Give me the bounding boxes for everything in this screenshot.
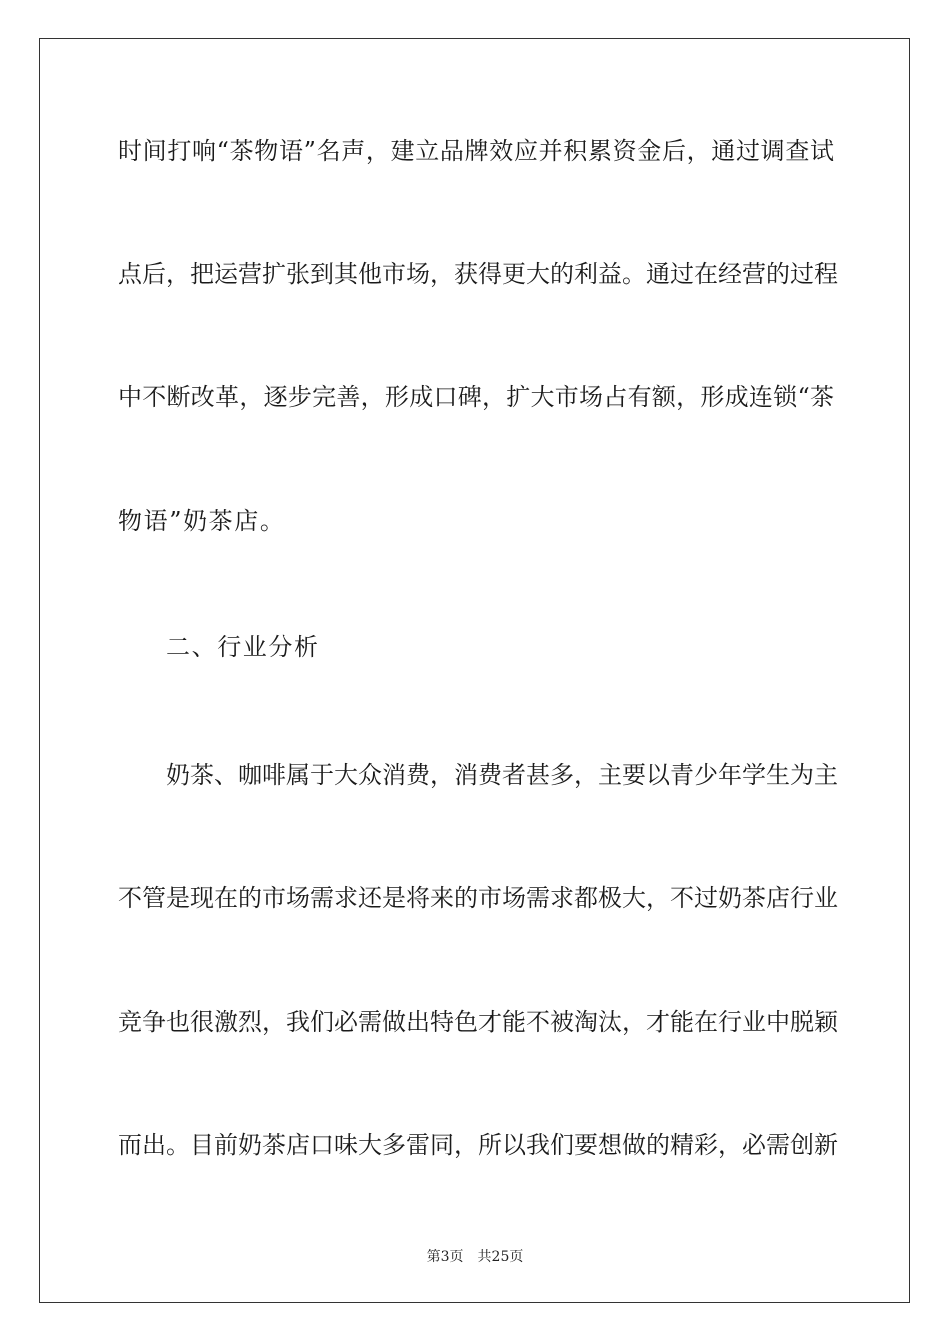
- paragraph-line: 中不断改革，逐步完善，形成口碑，扩大市场占有额，形成连锁“茶: [118, 383, 834, 411]
- paragraph-line: 竞争也很激烈，我们必需做出特色才能不被淘汰，才能在行业中脱颖: [118, 1008, 838, 1036]
- page-border: [39, 38, 910, 1303]
- paragraph-line: 奶茶、咖啡属于大众消费，消费者甚多，主要以青少年学生为主: [166, 761, 838, 789]
- paragraph-line: 而出。目前奶茶店口味大多雷同，所以我们要想做的精彩，必需创新: [118, 1131, 838, 1159]
- page-total: 共25页: [477, 1249, 524, 1265]
- page-number: 第3页: [426, 1249, 464, 1265]
- paragraph-line: 时间打响“茶物语”名声，建立品牌效应并积累资金后，通过调查试: [118, 137, 834, 165]
- paragraph-line: 不管是现在的市场需求还是将来的市场需求都极大，不过奶茶店行业: [118, 884, 838, 912]
- paragraph-line: 物语”奶茶店。: [118, 507, 286, 535]
- page-footer: [0, 1247, 950, 1267]
- paragraph-line: 点后，把运营扩张到其他市场，获得更大的利益。通过在经营的过程: [118, 260, 838, 288]
- section-heading: 二、行业分析: [166, 633, 320, 661]
